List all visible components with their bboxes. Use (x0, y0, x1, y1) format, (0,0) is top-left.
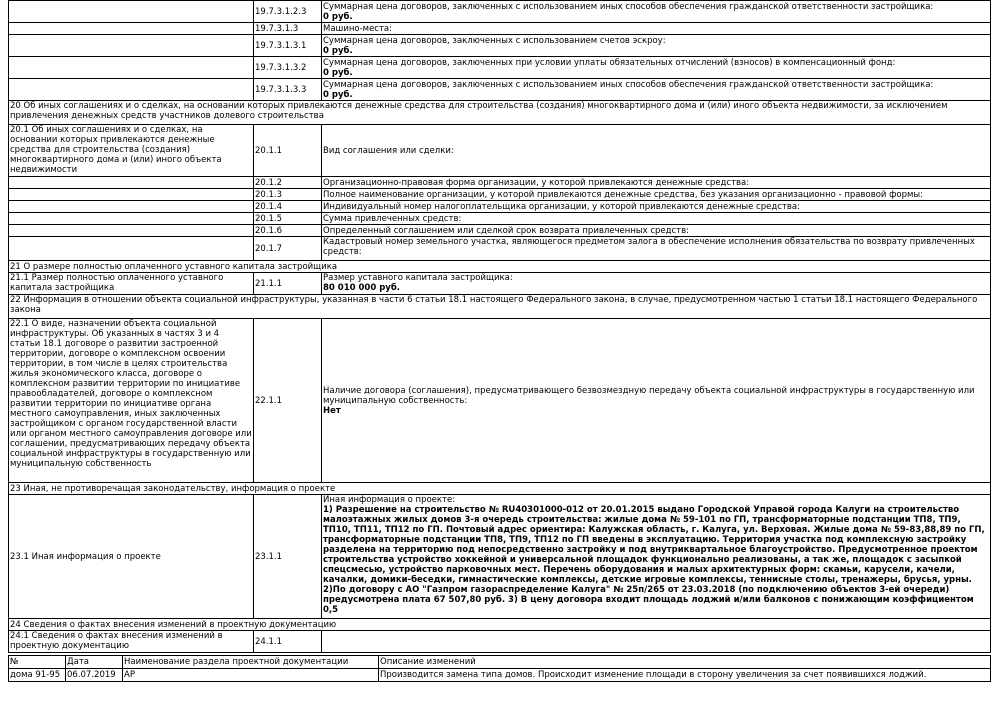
changes-table (8, 655, 991, 682)
row-content: Суммарная цена договоров, заключенных при условии уплаты обязательных отчислений (взносов) в компенсационный фонд: 0 руб. (322, 57, 991, 79)
table-cell: Производится замена типа домов. Происходит изменение площади в сторону увеличения за счет появившихся лоджий. (379, 669, 991, 682)
section-22-heading: 22 Информация в отношении объекта социальной инфраструктуры, указанная в части 6 статьи 18.1 настоящего Федерального закона, в случае, предусмотренном частью 1 статьи 18.1 настоящего Федерального закона (9, 295, 991, 319)
section-24-heading: 24 Сведения о фактах внесения изменений в проектную документацию (9, 619, 991, 631)
section-21-heading: 21 О размере полностью оплаченного уставного капитала застройщика (9, 261, 991, 273)
section-heading (9, 483, 991, 495)
row-code: 19.7.3.1.3 (254, 23, 322, 35)
section-23-heading: 23 Иная, не противоречащая законодательству, информация о проекте (9, 483, 991, 495)
table-row (9, 273, 991, 295)
other-info-text: 1) Разрешение на строительство № RU40301000-012 от 20.01.2015 выдано Городской Управой города Калуги на строительство малоэтажных жилых домов 3-я очередь строительства: жилые дома № 59-101 по ГП, трансформаторные подстанции ТП8, ТП9, ТП10, ТП11, ТП12 по ГП. Почтовый адрес ориентира: Калужская область, г. Калуга, ул. Верховая. Жилые дома № 59-83,88,89 по ГП, трансформаторные подстанции ТП8, ТП9, ТП12 по ГП введены в эксплуатацию. Территория участка под комплексную застройку разделена на территорию под непосредственно застройку и под внутриквартальное благоустройство. Предусмотренное проектом строительства устройство хоккейной и универсальной площадок функционально реализованы, а так же, площадок с засыпкой спецсмесью, устройство парковочных мест. Перечень оборудования и малых архитектурных форм: скамьи, карусели, качели, качалки, домики-беседки, гимнастические комплексы, детские игровые комплексы, теннисные столы, тренажеры, брусья, урны. 2)По договору с АО "Газпром газораспределение Калуга" № 25п/265 от 23.03.2018 (по подключению объектов 3-ей очереди) предусмотрена плата 67 507,80 руб. 3) В цену договора входит площадь лоджий и/или балконов с понижающим коэффициентом 0,5 (323, 505, 985, 615)
table-header-row (9, 656, 991, 669)
table-cell: АР (123, 669, 379, 682)
table-row (9, 79, 991, 101)
table-row (9, 237, 991, 261)
row-code: 20.1.6 (254, 225, 322, 237)
table-row (9, 495, 991, 619)
section-20-heading: 20 Об иных соглашениях и о сделках, на основании которых привлекаются денежные средства для строительства (создания) многоквартирного дома и (или) иного объекта недвижимости, за исключением привлечения денежных средств участников долевого строительства (9, 101, 991, 125)
table-row (9, 1, 991, 23)
row-code: 22.1.1 (254, 319, 322, 483)
table-cell: дома 91-95 (9, 669, 66, 682)
subsection-24-1: 24.1 Сведения о фактах внесения изменений в проектную документацию (9, 631, 254, 653)
table-row (9, 177, 991, 189)
section-heading (9, 295, 991, 319)
table-row (9, 35, 991, 57)
row-code: 20.1.1 (254, 125, 322, 177)
section-heading (9, 101, 991, 125)
column-header: Наименование раздела проектной документации (123, 656, 379, 669)
row-content: Определенный соглашением или сделкой срок возврата привлеченных средств: (322, 225, 991, 237)
row-content: Суммарная цена договоров, заключенных с использованием иных способов обеспечения гражданской ответственности застройщика: 0 руб. (322, 1, 991, 23)
row-code: 19.7.3.1.3.2 (254, 57, 322, 79)
table-row (9, 213, 991, 225)
subsection-23-1: 23.1 Иная информация о проекте (9, 495, 254, 619)
declaration-table (8, 0, 991, 653)
row-code: 21.1.1 (254, 273, 322, 295)
row-content: Кадастровый номер земельного участка, являющегося предметом залога в обеспечение исполнения обязательства по возврату привлеченных средств: (322, 237, 991, 261)
subsection-22-1: 22.1 О виде, назначении объекта социальной инфраструктуры. Об указанных в частях 3 и 4 статьи 18.1 договоре о развитии застроенной территории, договоре о комплексном освоении территории, в том числе в целях строительства жилья экономического класса, договоре о комплексном развитии территории по инициативе правообладателей, договоре о комплексном развитии территории по инициативе органа местного самоуправления, иных заключенных застройщиком с органом государственной власти или органом местного самоуправления договоре или соглашении, предусматривающих передачу объекта социальной инфраструктуры в государственную или муниципальную собственность (9, 319, 254, 483)
row-code: 20.1.7 (254, 237, 322, 261)
row-content: Полное наименование организации, у которой привлекаются денежные средства, без указания организационно - правовой формы: (322, 189, 991, 201)
row-content: Наличие договора (соглашения), предусматривающего безвозмездную передачу объекта социальной инфраструктуры в государственную или муниципальную собственность: Нет (322, 319, 991, 483)
table-row (9, 23, 991, 35)
section-heading (9, 619, 991, 631)
table-row (9, 319, 991, 483)
row-code: 19.7.3.1.3.1 (254, 35, 322, 57)
row-content: Машино-места: (322, 23, 991, 35)
table-row (9, 189, 991, 201)
row-code: 19.7.3.1.2.3 (254, 1, 322, 23)
row-code: 20.1.4 (254, 201, 322, 213)
row-content: Суммарная цена договоров, заключенных с использованием иных способов обеспечения гражданской ответственности застройщика: 0 руб. (322, 79, 991, 101)
table-row (9, 201, 991, 213)
row-content: Сумма привлеченных средств: (322, 213, 991, 225)
row-code: 19.7.3.1.3.3 (254, 79, 322, 101)
subsection-20-1: 20.1 Об иных соглашениях и о сделках, на основании которых привлекаются денежные средства для строительства (создания) многоквартирного дома и (или) иного объекта недвижимости (9, 125, 254, 177)
row-code: 23.1.1 (254, 495, 322, 619)
table-row (9, 225, 991, 237)
row-content: Размер уставного капитала застройщика: 80 010 000 руб. (322, 273, 991, 295)
row-content: Суммарная цена договоров, заключенных с использованием счетов эскроу: 0 руб. (322, 35, 991, 57)
table-row (9, 125, 991, 177)
subsection-21-1: 21.1 Размер полностью оплаченного уставного капитала застройщика (9, 273, 254, 295)
table-row (9, 57, 991, 79)
section-heading (9, 261, 991, 273)
table-row (9, 631, 991, 653)
row-code: 20.1.3 (254, 189, 322, 201)
row-content: Вид соглашения или сделки: (322, 125, 991, 177)
row-code: 20.1.5 (254, 213, 322, 225)
column-header: Дата (66, 656, 123, 669)
row-content: Иная информация о проекте: 1) Разрешение на строительство № RU40301000-012 от 20.01.2015 выдано Городской Управой города Калуги на строительство малоэтажных жилых домов 3-я очередь строительства: жилые дома № 59-101 по ГП, трансформаторные подстанции ТП8, ТП9, ТП10, ТП11, ТП12 по ГП. Почтовый адрес ориентира: Калужская область, г. Калуга, ул. Верховая. Жилые дома № 59-83,88,89 по ГП, трансформаторные подстанции ТП8, ТП9, ТП12 по ГП введены в эксплуатацию. Территория участка под комплексную застройку разделена на территорию под непосредственно застройку и под внутриквартальное благоустройство. Предусмотренное проектом строительства устройство хоккейной и универсальной площадок функционально реализованы, а так же, площадок с засыпкой спецсмесью, устройство парковочных мест. Перечень оборудования и малых архитектурных форм: скамьи, карусели, качели, качалки, домики-беседки, гимнастические комплексы, детские игровые комплексы, теннисные столы, тренажеры, брусья, урны. 2)По договору с АО "Газпром газораспределение Калуга" № 25п/265 от 23.03.2018 (по подключению объектов 3-ей очереди) предусмотрена плата 67 507,80 руб. 3) В цену договора входит площадь лоджий и/или балконов с понижающим коэффициентом 0,5 (322, 495, 991, 619)
table-row (9, 669, 991, 682)
row-content: Индивидуальный номер налогоплательщика организации, у которой привлекаются денежные средства: (322, 201, 991, 213)
column-header: № (9, 656, 66, 669)
row-content: Организационно-правовая форма организации, у которой привлекаются денежные средства: (322, 177, 991, 189)
column-header: Описание изменений (379, 656, 991, 669)
table-cell: 06.07.2019 (66, 669, 123, 682)
row-code: 20.1.2 (254, 177, 322, 189)
row-code: 24.1.1 (254, 631, 322, 653)
